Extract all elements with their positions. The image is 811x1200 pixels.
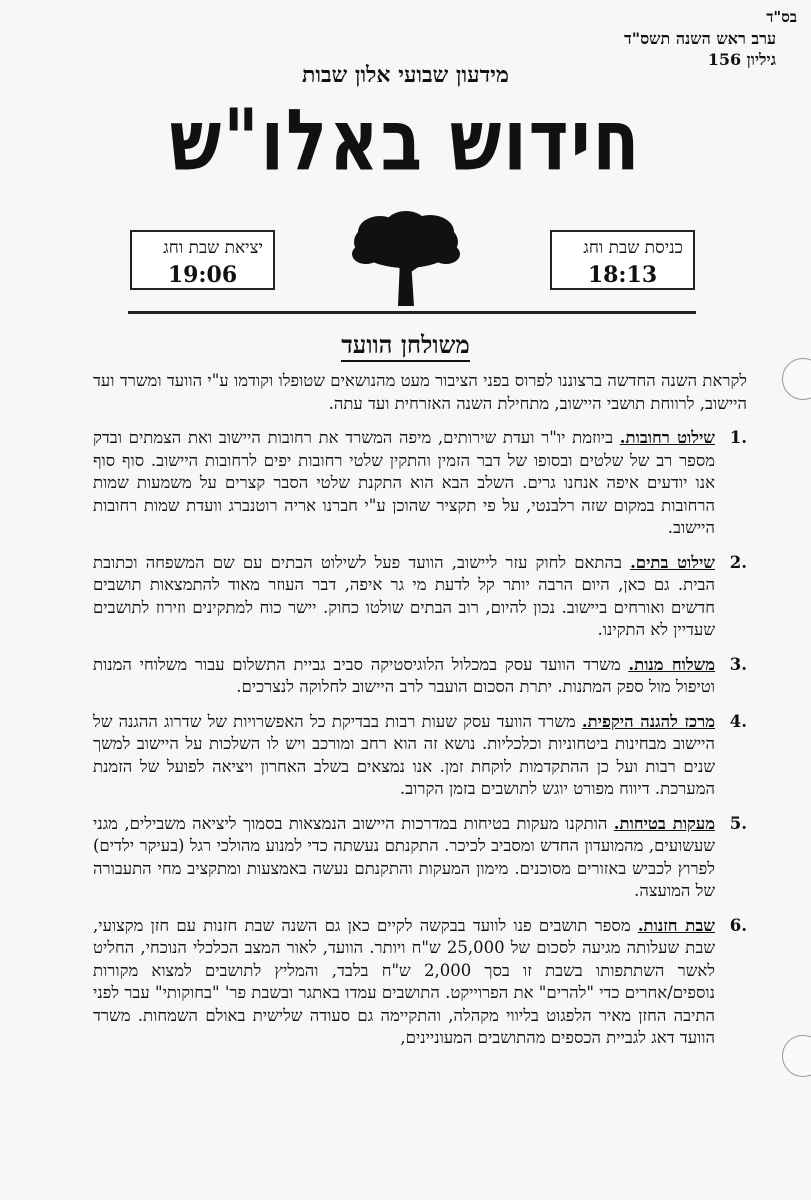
entry-label: כניסת שבת וחג	[583, 238, 683, 258]
item-text: משרד הוועד עסק במכלול הלוגיסטיקה סביב גביית התשלום עבור משלוחי המנות וטיפול מול ספק המתנות. יתרת הסכום הועבר לרב היישוב לחלוקה לנצרכים.	[93, 654, 715, 696]
item-text: מספר תושבים פנו לוועד בבקשה לקיים כאן גם השנה שבת חזנות עם חזן מקצועי, שבת שעלותה מגיעה לסכום של 25,000 ש"ח ויותר. הוועד, לאור המצב הכלכלי הנוכחי, החליט לאשר השתתפותו בשבת זו בסך 2,000 ש"ח בלבד, והמליץ לתושבים למצוא מקורות נוספים/אחרים כדי "להרים" את הפרוייקט. התושבים עמדו באתגר ובשבת פר' "בחוקותי" עבר לפני התיבה החזן מאיר הלפגוט בליווי מקהלה, והתקיימה גם סעודה שלישית באולם השמחות. משרד הוועד דאג לגביית הכספים מהתושבים המעוניינים,	[93, 915, 715, 1047]
list-item	[93, 711, 747, 801]
bsd-header: בס"ד	[766, 8, 797, 26]
item-text: ביוזמת יו"ר ועדת שירותים, מיפה המשרד את רחובות היישוב ואת הצמתים ובדק מספר רב של שלטים ובסופו של דבר הזמין והתקין שלטי רחובות יפים לרחובות היישוב. סוף סוף אנו יודעים איפה אנחנו גרים. השלב הבא הוא התקנת שלטי הסבר קצרים על משמעות שמות הרחובות במקום שזה רלבנטי, על פי תקציר שהוכן ע"י חברנו אריה רוטנברג וועדת שמות רחובות היישוב.	[93, 428, 715, 537]
article-body	[93, 370, 747, 1062]
section-heading	[0, 330, 811, 360]
item-number: 2.	[729, 552, 747, 572]
intro-paragraph: לקראת השנה החדשה ברצוננו לפרוס בפני הציבור מעט מהנושאים שטופלו וקודמו ע"י הוועד ומשרד ועד היישוב, לרווחת תושבי היישוב, מתחילת השנה האזרחית ועד עתה.	[93, 371, 747, 413]
binder-hole	[782, 1035, 811, 1077]
item-title: שילוט רחובות.	[619, 428, 715, 447]
oak-tree-icon	[350, 210, 462, 310]
shabbat-entry-box	[550, 230, 695, 290]
item-title: שילוט בתים.	[630, 552, 715, 572]
list-item	[93, 915, 747, 1050]
newsletter-subtitle: מידעון שבועי אלון שבות	[302, 62, 509, 88]
item-title: מרכז להגנה היקפית.	[581, 711, 716, 731]
item-number: 4.	[729, 711, 747, 731]
binder-hole	[782, 358, 811, 400]
date-line: ערב ראש השנה תשס"ד	[624, 29, 776, 48]
masthead-title: חידוש באלו"ש	[169, 92, 642, 191]
exit-time: 19:06	[167, 262, 238, 288]
list-item	[93, 427, 747, 540]
item-title: משלוח מנות.	[628, 654, 715, 674]
list-item	[93, 654, 747, 699]
item-text: משרד הוועד עסק שעות רבות בבדיקת כל האפשרויות של שדרוג ההגנה של היישוב מבחינות ביטחוניות וכלכליות. נושא זה הוא רחב ומורכב ויש לו השלכות על היישוב למשך שנים רבות ועל כן ההתקדמות לוקחת זמן. אנו נמצאים בשלב האחרון ויציאה לפועל של הזמנת המערכת. דיווח מפורט יוגש לתושבים בזמן הקרוב.	[93, 711, 715, 798]
item-number: 6.	[729, 915, 747, 935]
list-item	[93, 813, 747, 903]
item-title: מעקות בטיחות.	[613, 813, 716, 833]
item-number: 1.	[729, 428, 747, 447]
item-text: הותקנו מעקות בטיחות במדרכות היישוב הנמצאות בסמוך ליציאה משבילים, מגני שעשועים, מהמועדון החדש ומסביב לכיכר. התקנתם נעשתה כדי למנוע מהולכי רגל (בעיקר ילדים) לפרוץ לכביש באזורים מסוכנים. מימון המעקות והתקנתם נעשה באמצעות ומתקציב מחי התעבורה של המועצה.	[93, 813, 715, 900]
item-title: שבת חזנות.	[637, 915, 715, 935]
shabbat-exit-box	[130, 230, 275, 290]
item-number: 5.	[729, 813, 747, 833]
issue-number: גיליון 156	[707, 50, 776, 69]
item-number: 3.	[729, 654, 747, 674]
section-title: משולחן הוועד	[341, 330, 469, 362]
header-divider	[128, 311, 696, 314]
exit-label: יציאת שבת וחג	[163, 238, 263, 258]
list-item	[93, 552, 747, 642]
entry-time: 18:13	[587, 262, 658, 288]
item-text: בהתאם לחוק עזר ליישוב, הוועד פעל לשילוט הבתים עם שם המשפחה וכתובת הבית. גם כאן, היום הרבה יותר קל לדעת מי גר איפה, דבר העוזר מאוד להתמצאות תושבים חדשים ואורחים ביישוב. נכון להיום, רוב הבתים שולטו כחוק. יישר כוח למתקינים וזירוז לתושבים שעדיין לא התקינו.	[93, 552, 715, 639]
